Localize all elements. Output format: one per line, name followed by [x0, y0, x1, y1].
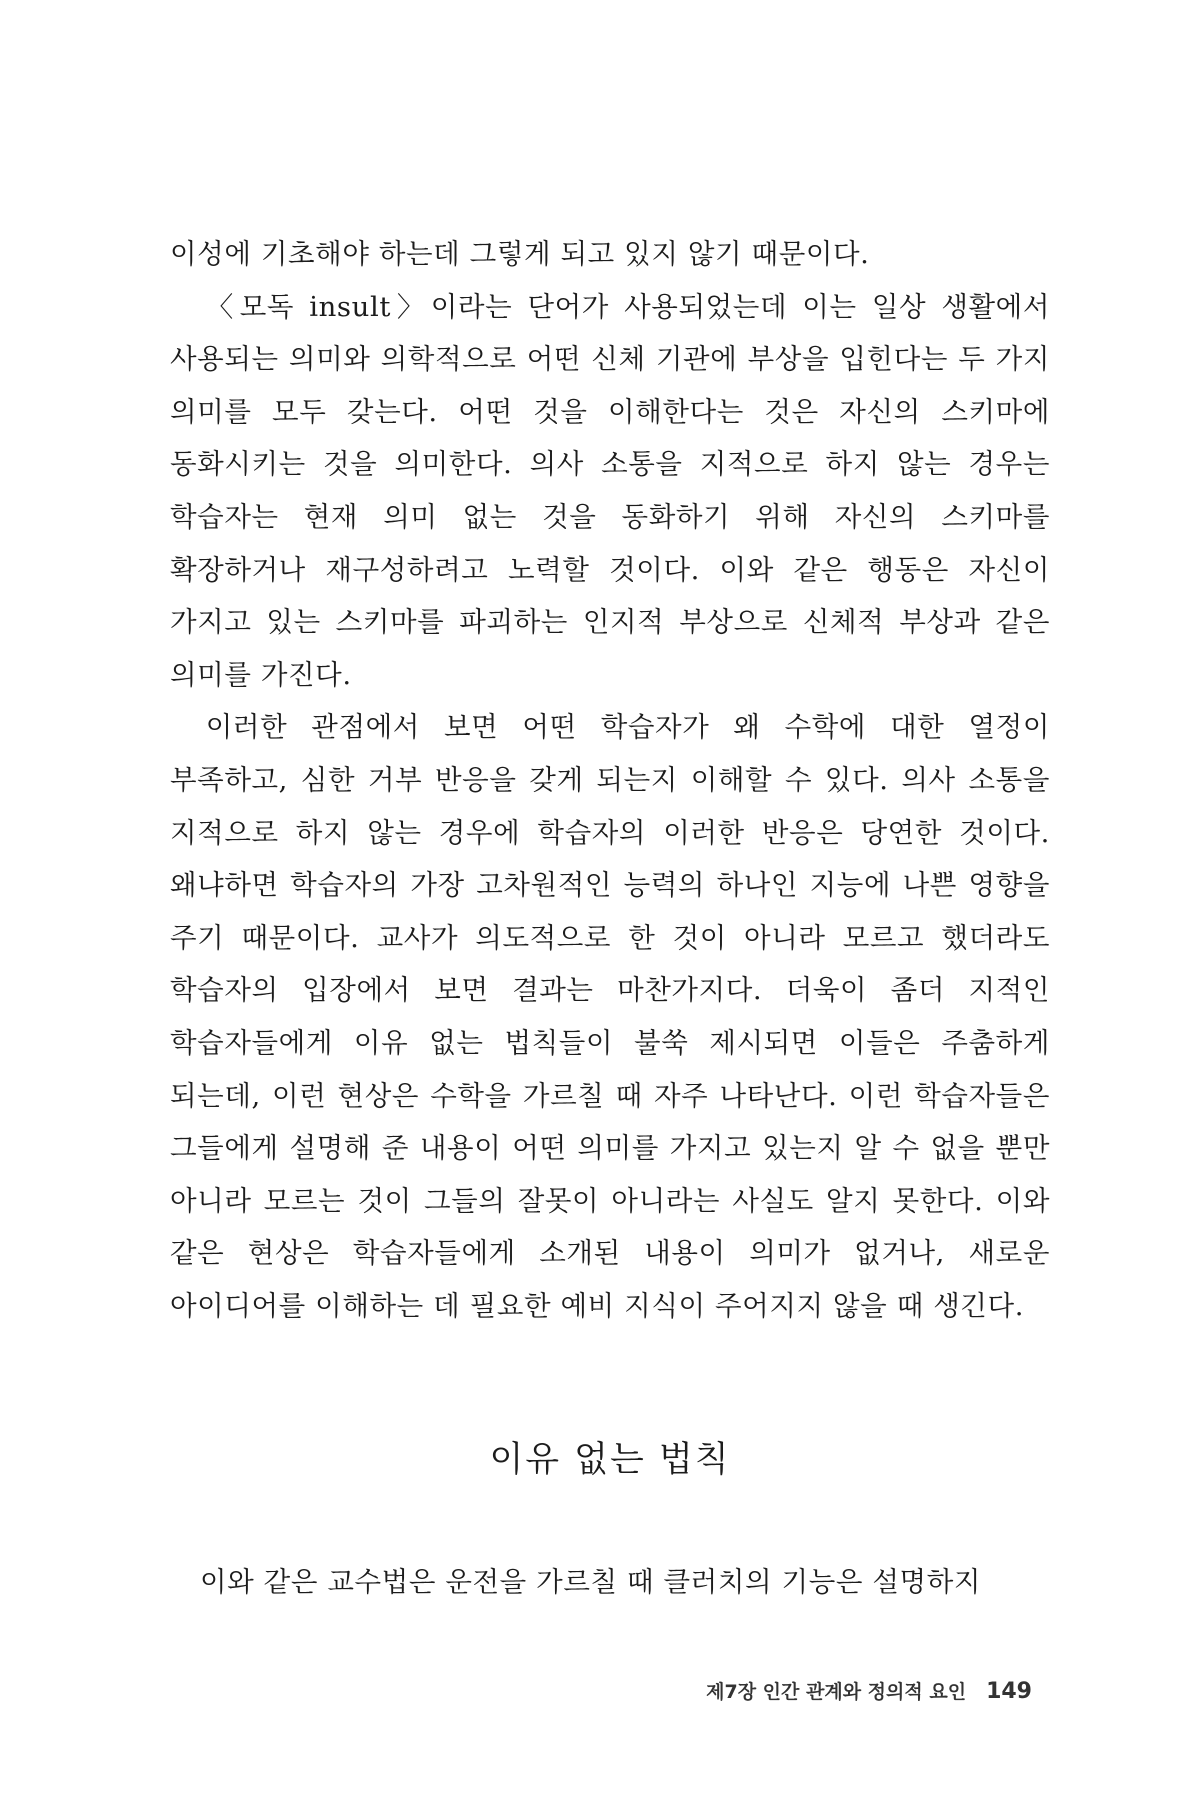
running-head: 제7장 인간 관계와 정의적 요인 — [706, 1681, 967, 1703]
page-number: 149 — [986, 1679, 1032, 1704]
body-text — [170, 228, 1050, 1332]
section-title: 이유 없는 법칙 — [489, 1440, 731, 1480]
paragraph-learner-reaction: 이러한 관점에서 보면 어떤 학습자가 왜 수학에 대한 열정이 부족하고, 심한 거부 반응을 갖게 되는지 이해할 수 있다. 의사 소통을 지적으로 하지 않는 경우에 학습자의 이러한 반응은 당연한 것이다. 왜냐하면 학습자의 가장 고차원적인 능력의 하나인 지능에 나쁜 영향을 주기 때문이다. 교사가 의도적으로 한 것이 아니라 모르고 했더라도 학습자의 입장에서 보면 결과는 마찬가지다. 더욱이 좀더 지적인 학습자들에게 이유 없는 법칙들이 불쑥 제시되면 이들은 주춤하게 되는데, 이런 현상은 수학을 가르칠 때 자주 나타난다. 이런 학습자들은 그들에게 설명해 준 내용이 어떤 의미를 가지고 있는지 알 수 없을 뿐만 아니라 모르는 것이 그들의 잘못이 아니라는 사실도 알지 못한다. 이와 같은 현상은 학습자들에게 소개된 내용이 의미가 없거나, 새로운 아이디어를 이해하는 데 필요한 예비 지식이 주어지지 않을 때 생긴다. — [170, 711, 1050, 1322]
page-footer — [620, 1677, 1032, 1704]
section-first-line: 이와 같은 교수법은 운전을 가르칠 때 클러치의 기능은 설명하지 — [200, 1566, 982, 1598]
paragraph-continuation: 이성에 기초해야 하는데 그렇게 되고 있지 않기 때문이다. — [170, 238, 870, 270]
paragraph-insult-definition: 〈모독 insult〉이라는 단어가 사용되었는데 이는 일상 생활에서 사용되는 의미와 의학적으로 어떤 신체 기관에 부상을 입힌다는 두 가지 의미를 모두 갖는다. 어떤 것을 이해한다는 것은 자신의 스키마에 동화시키는 것을 의미한다. 의사 소통을 지적으로 하지 않는 경우는 학습자는 현재 의미 없는 것을 동화하기 위해 자신의 스키마를 확장하거나 재구성하려고 노력할 것이다. 이와 같은 행동은 자신이 가지고 있는 스키마를 파괴하는 인지적 부상으로 신체적 부상과 같은 의미를 가진다. — [170, 290, 1050, 691]
